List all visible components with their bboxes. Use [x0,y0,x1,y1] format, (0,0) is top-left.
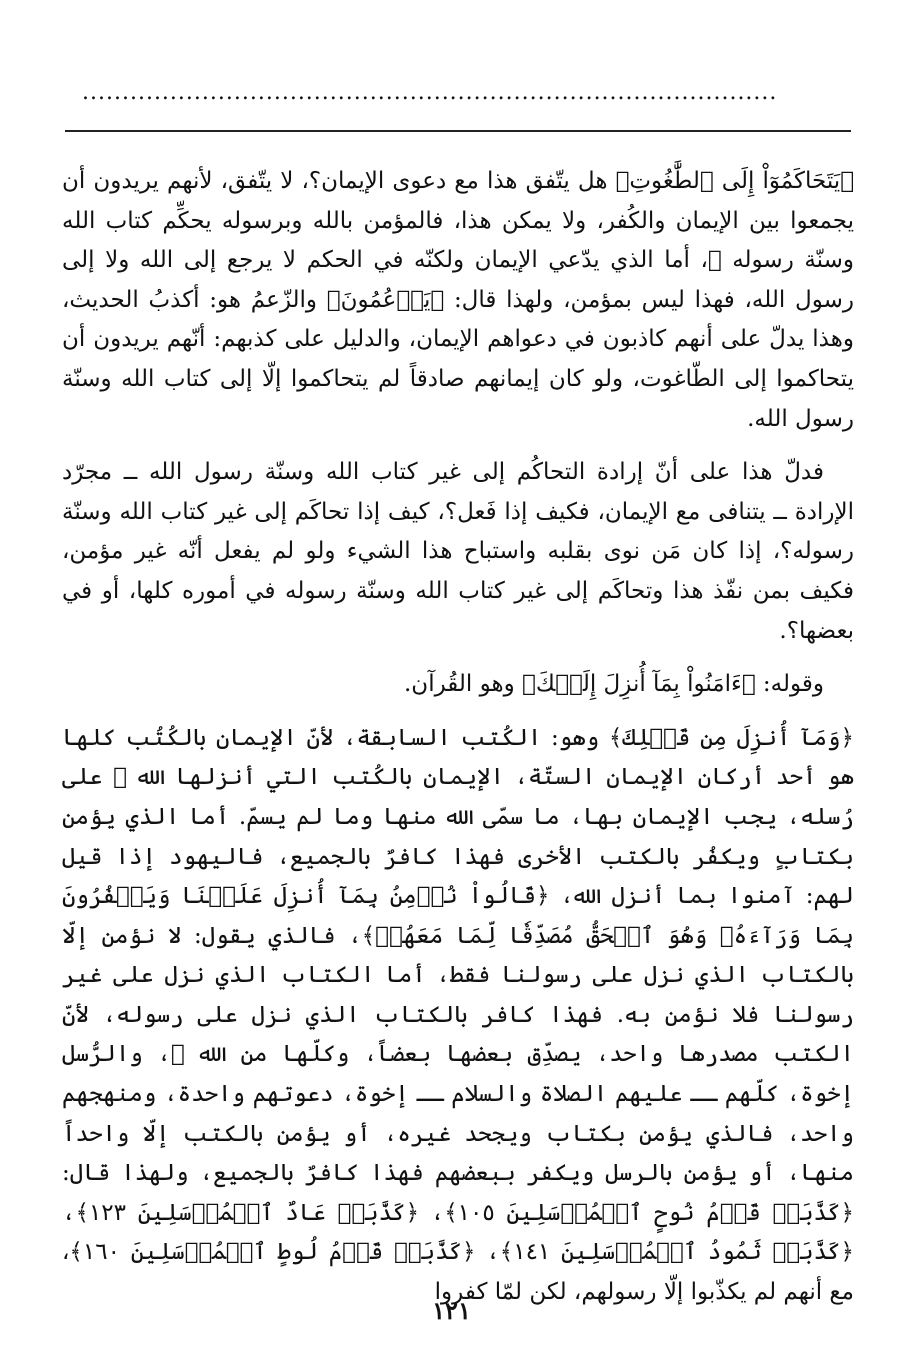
header-divider [65,130,851,132]
paragraph-4: ﴿وَمَآ أُنزِلَ مِن قَبۡلِكَ﴾ وهو: الكُتب السابقة، لأنّ الإيمان بالكُتُب كلها هو أحد أركان الإيمان الستّة، الإيمان بالكُتب التي أنزلها الله ﷻ على رُسله، يجب الإيمان بها، ما سمّى الله منها وما لم يسمّ. أما الذي يؤمن بكتابٍ ويكفُر بالكتب الأخرى فهذا كافرٌ بالجميع، فاليهود إذا قيل لهم: آمنوا بما أنزل الله، ﴿قَالُواْ نُؤۡمِنُ بِمَآ أُنزِلَ عَلَيۡنَا وَيَكۡفُرُونَ بِمَا وَرَآءَهُۥ وَهُوَ ٱلۡحَقُّ مُصَدِّقٗا لِّمَا مَعَهُمۡ﴾، فالذي يقول: لا نؤمن إلّا بالكتاب الذي نزل على رسولنا فقط، أما الكتاب الذي نزل على غير رسولنا فلا نؤمن به. فهذا كافر بالكتاب الذي نزل على رسوله، لأنّ الكتب مصدرها واحد، يصدِّق بعضها بعضاً، وكلّها من الله ﷻ، والرُّسل إخوة، كلّهم ــ عليهم الصلاة والسلام ــ إخوة، دعوتهم واحدة، ومنهجهم واحد، فالذي يؤمن بكتاب ويجحد غيره، أو يؤمن بالكتب إلّا واحداً منها، أو يؤمن بالرسل ويكفر ببعضهم فهذا كافرٌ بالجميع، ولهذا قال: ﴿كَذَّبَتۡ قَوۡمُ نُوحٍ ٱلۡمُرۡسَلِينَ ١٠٥﴾، ﴿كَذَّبَتۡ عَادٌ ٱلۡمُرۡسَلِينَ ١٢٣﴾، ﴿كَذَّبَتۡ ثَمُودُ ٱلۡمُرۡسَلِينَ ١٤١﴾، ﴿كَذَّبَتۡ قَوۡمُ لُوطٍ ٱلۡمُرۡسَلِينَ ١٦٠﴾، مع أنهم لم يكذّبوا إلّا رسولهم، لكن لمّا كفروا [62,724,855,1306]
header-dotted-line: ....................................................................................... [82,80,778,105]
paragraph-3: وقوله: ﴿ءَامَنُواْ بِمَآ أُنزِلَ إِلَيۡكَ﴾ وهو القُرآن. [404,671,824,698]
page-body [62,162,854,1313]
paragraph-2: فدلّ هذا على أنّ إرادة التحاكُم إلى غير كتاب الله وسنّة رسول الله ــ مجرّد الإرادة ــ يتنافى مع الإيمان، فكيف إذا فَعل؟، كيف إذا تحاكَم إلى غير كتاب الله وسنّة رسوله؟، إذا كان مَن نوى بقلبه واستباح هذا الشيء ولو لم يفعل أنّه غير مؤمن، فكيف بمن نفّذ هذا وتحاكَم إلى غير كتاب الله وسنّة رسوله في أموره كلها، أو في بعضها؟. [62,459,854,644]
page-number: ١٢١ [432,1296,471,1325]
paragraph-1: ﴿يَتَحَاكَمُوٓاْ إِلَى ٱلطَّٰغُوتِ﴾ هل يتّفق هذا مع دعوى الإيمان؟، لا يتّفق، لأنهم يريدون أن يجمعوا بين الإيمان والكُفر، ولا يمكن هذا، فالمؤمن بالله وبرسوله يحكِّم كتاب الله وسنّة رسوله ﷺ، أما الذي يدّعي الإيمان ولكنّه في الحكم لا يرجع إلى الله ولا إلى رسول الله، فهذا ليس بمؤمن، ولهذا قال: ﴿يَزۡعُمُونَ﴾ والزّعمُ هو: أكذبُ الحديث، وهذا يدلّ على أنهم كاذبون في دعواهم الإيمان، والدليل على كذبهم: أنّهم يريدون أن يتحاكموا إلى الطّاغوت، ولو كان إيمانهم صادقاً لم يتحاكموا إلّا إلى كتاب الله وسنّة رسول الله. [62,168,854,432]
